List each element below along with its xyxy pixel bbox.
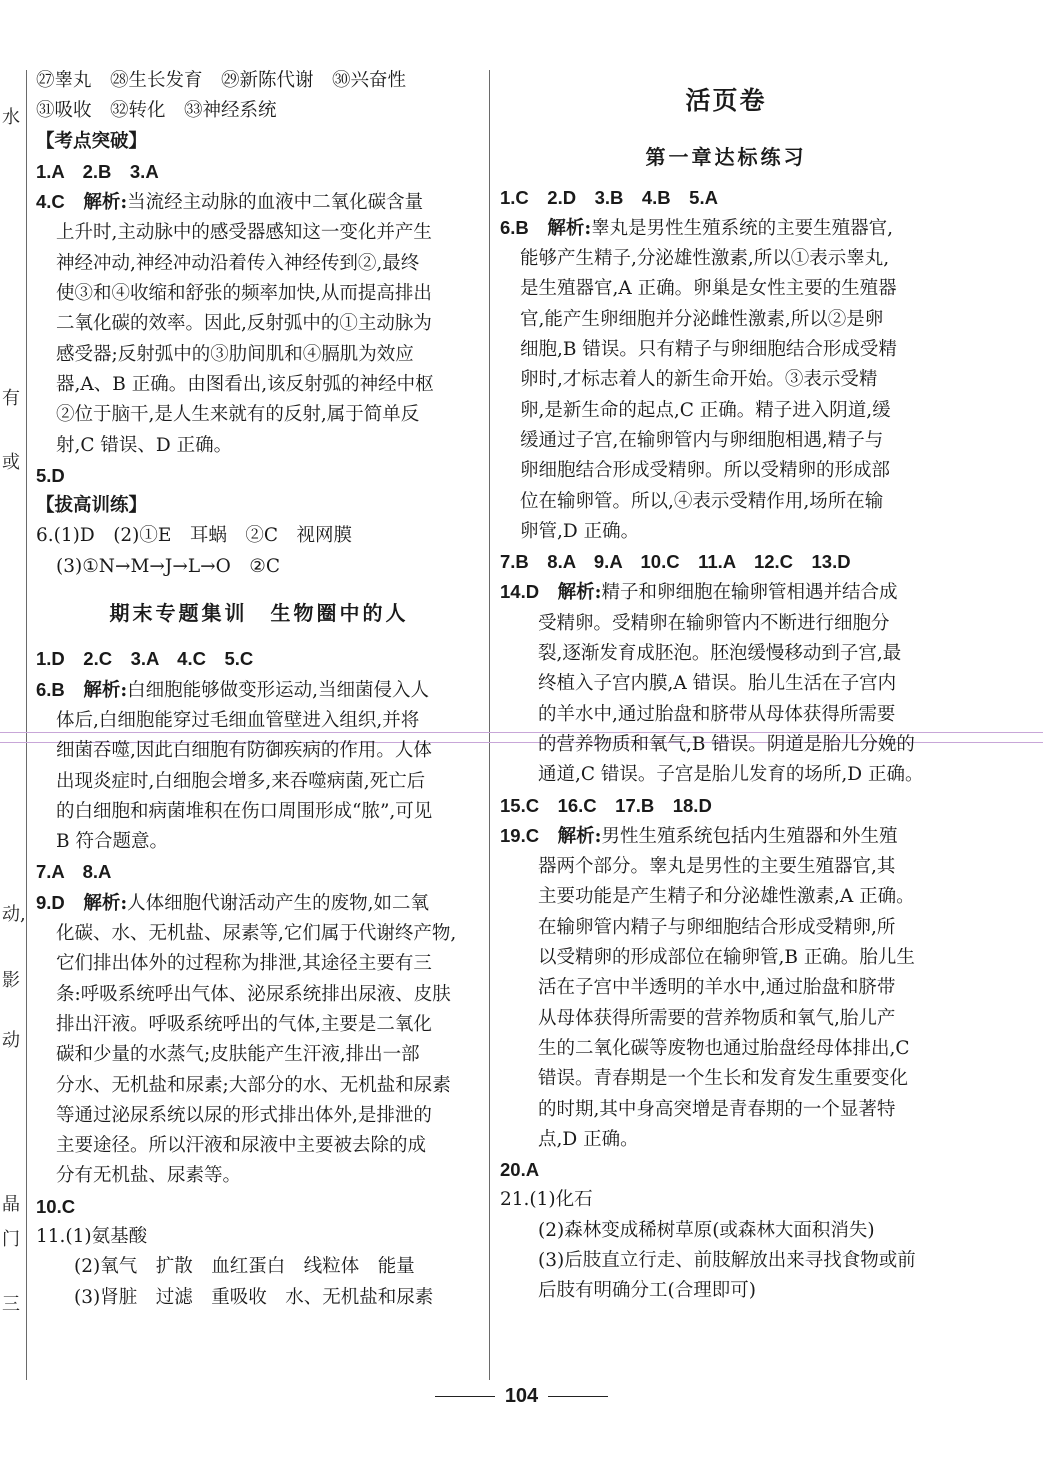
left-column	[36, 66, 482, 1313]
analysis-text: 从母体获得所需要的营养物质和氧气,胎儿产	[538, 1007, 896, 1029]
analysis-text: 白细胞能够做变形运动,当细菌侵入人	[127, 679, 430, 701]
analysis-label: 解析:	[557, 825, 602, 847]
analysis-text: 人体细胞代谢活动产生的废物,如二氧	[127, 892, 430, 914]
intro-line: ㉗睾丸 ㉘生长发育 ㉙新陈代谢 ㉚兴奋性	[36, 70, 407, 91]
analysis-text: 终植入子宫内膜,A 错误。胎儿生活在子宫内	[538, 673, 897, 695]
analysis-text: B 符合题意。	[56, 831, 168, 853]
analysis-text: 体后,白细胞能穿过毛细血管壁进入组织,并将	[56, 709, 420, 731]
analysis-text: 条:呼吸系统呼出气体、泌尿系统排出尿液、皮肤	[56, 983, 451, 1005]
analysis-text: 射,C 错误、D 正确。	[56, 434, 233, 456]
analysis-text: 点,D 正确。	[538, 1128, 639, 1150]
margin-char: 动	[2, 1030, 20, 1051]
answer-line: 1.A 2.B 3.A	[36, 160, 159, 182]
analysis-text: 分有无机盐、尿素等。	[56, 1165, 242, 1187]
answer-line: 后肢有明确分工(合理即可)	[538, 1280, 756, 1302]
question-number: 6.B	[36, 678, 65, 700]
analysis-text: 的白细胞和病菌堆积在伤口周围形成“脓”,可见	[56, 800, 433, 822]
answer-line: 7.A 8.A	[36, 861, 112, 883]
section-heading-bagao: 【拔高训练】	[36, 495, 148, 517]
answer-line: 6.(1)D (2)①E 耳蜗 ②C 视网膜	[36, 525, 353, 547]
analysis-text: 等通过泌尿系统以尿的形式排出体外,是排泄的	[56, 1104, 432, 1126]
question-number: 9.D	[36, 891, 65, 913]
answer-line: 1.C 2.D 3.B 4.B 5.A	[500, 186, 718, 208]
page-footer	[0, 1385, 1043, 1408]
analysis-text: 在输卵管内精子与卵细胞结合形成受精卵,所	[538, 916, 896, 938]
analysis-text: 是生殖器官,A 正确。卵巢是女性主要的生殖器	[520, 278, 897, 300]
answer-line: (2)氧气 扩散 血红蛋白 线粒体 能量	[74, 1256, 415, 1278]
analysis-text: 化碳、水、无机盐、尿素等,它们属于代谢终产物,	[56, 923, 457, 945]
analysis-text: 感受器;反射弧中的③肋间肌和④膈肌为效应	[56, 343, 414, 365]
analysis-text: 器两个部分。睾丸是男性的主要生殖器官,其	[538, 856, 896, 878]
analysis-text: 出现炎症时,白细胞会增多,来吞噬病菌,死亡后	[56, 770, 426, 792]
answer-line: 7.B 8.A 9.A 10.C 11.A 12.C 13.D	[500, 551, 851, 573]
question-number: 6.B	[500, 216, 529, 238]
analysis-text: 错误。青春期是一个生长和发育发生重要变化	[538, 1068, 909, 1090]
analysis-text: 使③和④收缩和舒张的频率加快,从而提高排出	[56, 283, 432, 305]
answer-line: (3)肾脏 过滤 重吸收 水、无机盐和尿素	[74, 1286, 434, 1308]
analysis-text: 睾丸是男性生殖系统的主要生殖器官,	[591, 217, 894, 239]
analysis-text: 通道,C 错误。子宫是胎儿发育的场所,D 正确。	[538, 764, 924, 786]
main-title: 活页卷	[685, 86, 767, 115]
analysis-text: 细菌吞噬,因此白细胞有防御疾病的作用。人体	[56, 740, 432, 762]
answer-line: 10.C	[36, 1195, 76, 1217]
analysis-text: 活在子宫中半透明的羊水中,通过胎盘和脐带	[538, 977, 896, 999]
answer-line: 21.(1)化石	[500, 1189, 593, 1211]
section-heading-kaodian: 【考点突破】	[36, 130, 148, 152]
page-number: 104	[504, 1385, 539, 1407]
analysis-text: 卵时,才标志着人的新生命开始。③表示受精	[520, 369, 878, 391]
intro-line: ㉛吸收 ㉜转化 ㉝神经系统	[36, 100, 277, 122]
answer-line: 15.C 16.C 17.B 18.D	[500, 794, 712, 816]
margin-char: 影	[2, 970, 20, 991]
analysis-text: 器,A、B 正确。由图看出,该反射弧的神经中枢	[56, 373, 434, 395]
answer-line: 5.D	[36, 464, 65, 486]
analysis-label: 解析:	[557, 582, 602, 604]
analysis-label: 解析:	[83, 192, 128, 214]
analysis-text: 神经冲动,神经冲动沿着传入神经传到②,最终	[56, 252, 420, 274]
analysis-text: 男性生殖系统包括内生殖器和外生殖	[601, 825, 898, 847]
analysis-text: 二氧化碳的效率。因此,反射弧中的①主动脉为	[56, 313, 432, 335]
analysis-text: ②位于脑干,是人生来就有的反射,属于简单反	[56, 404, 420, 426]
left-margin-fragments	[0, 0, 26, 1400]
margin-char: 或	[2, 452, 20, 473]
analysis-text: 分水、无机盐和尿素;大部分的水、无机盐和尿素	[56, 1074, 451, 1096]
margin-char: 门	[2, 1229, 20, 1250]
analysis-text: 的羊水中,通过胎盘和脐带从母体获得所需要	[538, 703, 896, 725]
analysis-text: 受精卵。受精卵在输卵管内不断进行细胞分	[538, 612, 890, 634]
analysis-text: 位在输卵管。所以,④表示受精作用,场所在输	[520, 490, 884, 512]
margin-char: 有	[2, 388, 20, 409]
margin-char: 动,	[2, 904, 26, 925]
special-title: 期末专题集训 生物圈中的人	[109, 601, 409, 626]
answer-line: 1.D 2.C 3.A 4.C 5.C	[36, 648, 254, 670]
analysis-text: 精子和卵细胞在输卵管相遇并结合成	[601, 582, 898, 604]
question-number: 14.D	[500, 581, 540, 603]
answer-line: 11.(1)氨基酸	[36, 1225, 148, 1247]
analysis-text: 它们排出体外的过程称为排泄,其途径主要有三	[56, 953, 432, 975]
chapter-title: 第一章达标练习	[645, 145, 807, 170]
margin-char: 水	[2, 107, 20, 128]
answer-line: (3)后肢直立行走、前肢解放出来寻找食物或前	[538, 1249, 916, 1271]
margin-char: 晶	[2, 1194, 20, 1215]
analysis-label: 解析:	[83, 679, 128, 701]
analysis-text: 缓通过子宫,在输卵管内与卵细胞相遇,精子与	[520, 429, 884, 451]
margin-char: 三	[2, 1294, 20, 1315]
analysis-text: 碳和少量的水蒸气;皮肤能产生汗液,排出一部	[56, 1044, 420, 1066]
analysis-label: 解析:	[547, 217, 592, 239]
analysis-text: 的营养物质和氧气,B 错误。阴道是胎儿分娩的	[538, 733, 915, 755]
left-rule	[26, 70, 27, 1380]
analysis-text: 上升时,主动脉中的感受器感知这一变化并产生	[56, 222, 432, 244]
analysis-text: 能够产生精子,分泌雄性激素,所以①表示睾丸,	[520, 248, 890, 270]
answer-line: (3)①N→M→J→L→O ②C	[56, 555, 281, 577]
analysis-text: 生的二氧化碳等废物也通过胎盘经母体排出,C	[538, 1037, 910, 1059]
answer-line: (2)森林变成稀树草原(或森林大面积消失)	[538, 1219, 875, 1241]
analysis-text: 排出汗液。呼吸系统呼出的气体,主要是二氧化	[56, 1013, 432, 1035]
analysis-text: 细胞,B 错误。只有精子与卵细胞结合形成受精	[520, 339, 897, 361]
question-number: 4.C	[36, 191, 65, 213]
footer-rule	[435, 1396, 495, 1397]
analysis-text: 主要功能是产生精子和分泌雄性激素,A 正确。	[538, 886, 915, 908]
analysis-text: 官,能产生卵细胞并分泌雌性激素,所以②是卵	[520, 308, 884, 330]
analysis-text: 当流经主动脉的血液中二氧化碳含量	[127, 192, 424, 214]
analysis-text: 卵,是新生命的起点,C 正确。精子进入阴道,缓	[520, 399, 891, 421]
center-rule	[489, 70, 490, 1380]
analysis-text: 以受精卵的形成部位在输卵管,B 正确。胎儿生	[538, 947, 915, 969]
right-column	[500, 86, 952, 1307]
analysis-text: 裂,逐渐发育成胚泡。胚泡缓慢移动到子宫,最	[538, 643, 902, 665]
analysis-label: 解析:	[83, 892, 128, 914]
analysis-text: 卵管,D 正确。	[520, 520, 640, 542]
answer-line: 20.A	[500, 1159, 540, 1181]
footer-rule	[548, 1396, 608, 1397]
question-number: 19.C	[500, 824, 540, 846]
analysis-text: 卵细胞结合形成受精卵。所以受精卵的形成部	[520, 460, 891, 482]
analysis-text: 主要途径。所以汗液和尿液中主要被去除的成	[56, 1135, 427, 1157]
analysis-text: 的时期,其中身高突增是青春期的一个显著特	[538, 1098, 896, 1120]
